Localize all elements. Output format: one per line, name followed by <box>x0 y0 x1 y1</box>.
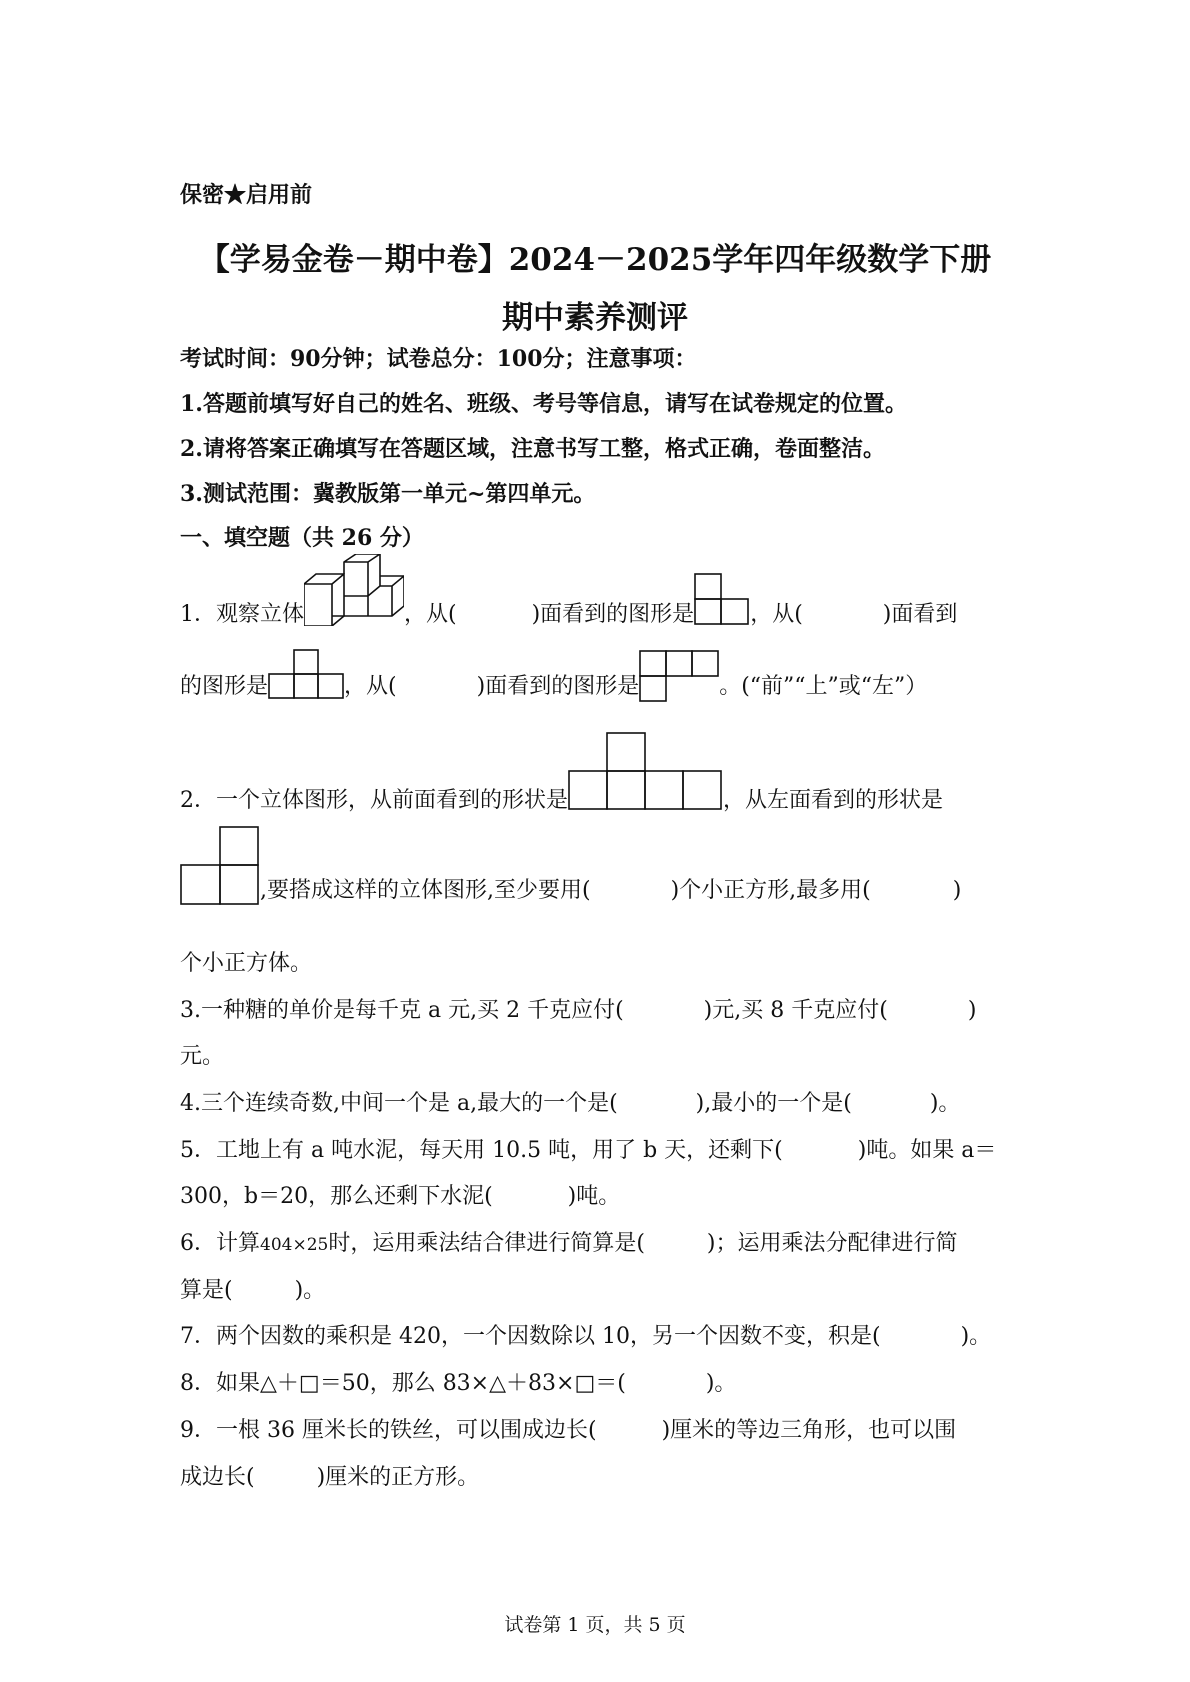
q7-text-a: 7．两个因数的乘积是 420，一个因数除以 10，另一个因数不变，积是( <box>180 1324 881 1349</box>
section-1-heading: 一、填空题（共 26 分） <box>180 525 424 551</box>
q1-text-a: 1．观察立体 <box>180 602 304 627</box>
q2-text-e: ) <box>952 878 962 903</box>
q7-text-b: )。 <box>960 1324 992 1349</box>
q9-text-d: )厘米的正方形。 <box>316 1465 480 1490</box>
title-line-1: 【学易金卷－期中卷】2024－2025学年四年级数学下册 <box>198 242 992 278</box>
q8-text-b: )。 <box>705 1371 737 1396</box>
view-shape-icon <box>639 650 719 702</box>
solid-figure-icon <box>304 554 404 626</box>
question-3-line-2: 元。 <box>180 1044 225 1069</box>
title-line-2: 期中素养测评 <box>502 300 688 336</box>
left-view-shape-icon <box>180 826 260 906</box>
q2-text-d: )个小正方形,最多用( <box>670 878 871 903</box>
question-9-line-1 <box>180 1416 956 1446</box>
q2-text-c: ,要搭成这样的立体图形,至少要用( <box>260 878 591 903</box>
question-8 <box>180 1369 736 1399</box>
view-shape-icon <box>268 649 344 699</box>
question-2-line-3: 个小正方体。 <box>180 951 313 976</box>
question-5-line-2 <box>180 1182 620 1212</box>
question-2-line-1 <box>180 786 943 816</box>
question-6-line-2 <box>180 1276 325 1306</box>
q1-text-h: )面看到的图形是 <box>476 674 640 699</box>
exam-time-score: 考试时间：90分钟；试卷总分：100分；注意事项： <box>180 346 697 372</box>
note-2: 2.请将答案正确填写在答题区域，注意书写工整，格式正确，卷面整洁。 <box>180 436 885 462</box>
q1-text-f: 的图形是 <box>180 674 269 699</box>
question-2-line-2 <box>180 876 961 906</box>
q6-expression: 404×25 <box>260 1235 329 1255</box>
question-3-line-1 <box>180 996 976 1026</box>
q4-text-b: ),最小的一个是( <box>695 1091 852 1116</box>
question-6-line-1 <box>180 1229 958 1260</box>
q8-text-a: 8．如果△＋□＝50，那么 83×△＋83×□＝( <box>180 1371 626 1396</box>
q3-text-b: )元,买 8 千克应付( <box>703 998 888 1023</box>
q5-text-c: 300，b＝20，那么还剩下水泥( <box>180 1184 493 1209</box>
q1-text-e: )面看到 <box>882 602 958 627</box>
q4-text-a: 4.三个连续奇数,中间一个是 a,最大的一个是( <box>180 1091 618 1116</box>
q6-text-e: )。 <box>294 1278 326 1303</box>
q1-text-d: ，从( <box>750 602 803 627</box>
page-footer: 试卷第 1 页，共 5 页 <box>504 1614 686 1636</box>
q9-text-c: 成边长( <box>180 1465 255 1490</box>
q6-text-d: 算是( <box>180 1278 233 1303</box>
q4-text-c: )。 <box>929 1091 961 1116</box>
q1-text-c: )面看到的图形是 <box>531 602 695 627</box>
q3-text-a: 3.一种糖的单价是每千克 a 元,买 2 千克应付( <box>180 998 624 1023</box>
question-9-line-2 <box>180 1463 479 1493</box>
question-1-line-2 <box>180 672 927 702</box>
q2-text-a: 2．一个立体图形，从前面看到的形状是 <box>180 788 568 813</box>
q3-text-c: ) <box>967 998 977 1023</box>
q6-text-b: 时，运用乘法结合律进行简算是( <box>328 1231 645 1256</box>
view-shape-icon <box>694 573 750 625</box>
note-3: 3.测试范围：冀教版第一单元~第四单元。 <box>180 481 596 507</box>
q6-text-c: )；运用乘法分配律进行简 <box>706 1231 958 1256</box>
q2-text-b: ，从左面看到的形状是 <box>723 788 944 813</box>
question-7 <box>180 1322 991 1352</box>
q9-text-a: 9．一根 36 厘米长的铁丝，可以围成边长( <box>180 1418 597 1443</box>
q5-text-a: 5．工地上有 a 吨水泥，每天用 10.5 吨，用了 b 天，还剩下( <box>180 1138 783 1163</box>
question-5-line-1 <box>180 1136 996 1166</box>
q9-text-b: )厘米的等边三角形，也可以围 <box>661 1418 957 1443</box>
q1-text-b: ，从( <box>404 602 457 627</box>
q1-text-g: ，从( <box>344 674 397 699</box>
confidential-label: 保密★启用前 <box>180 182 313 208</box>
q6-text-a: 6．计算 <box>180 1231 260 1256</box>
question-4 <box>180 1089 960 1119</box>
front-view-shape-icon <box>568 732 723 810</box>
q5-text-b: )吨。如果 a＝ <box>857 1138 997 1163</box>
q1-text-i: 。(“前”“上”或“左”） <box>719 674 928 699</box>
note-1: 1.答题前填写好自己的姓名、班级、考号等信息，请写在试卷规定的位置。 <box>180 391 907 417</box>
q5-text-d: )吨。 <box>567 1184 621 1209</box>
